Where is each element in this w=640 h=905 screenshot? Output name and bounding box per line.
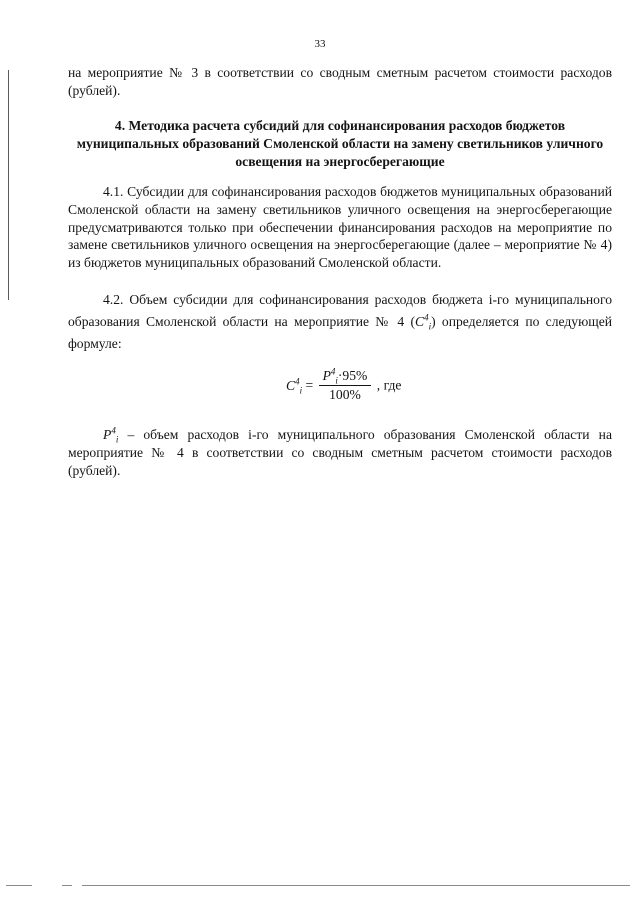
paragraph-4-2-text-end: ) определяется по следующей формуле: [68,314,612,351]
scan-edge-line [8,70,9,300]
definition-symbol: $P^4_i$ [103,425,119,445]
paragraph-4-2-text: 4.2. Объем субсидии для софинансирования расходов бюджета i-го муниципального образования Смоленской области на мероприятие № 4 ( [68,292,612,329]
scan-mark-center-left [62,885,72,886]
paragraph-4-2-symbol: $C^4_i$ [415,312,432,332]
continuation-paragraph: на мероприятие № 3 в соответствии со сводным сметным расчетом стоимости расходов (рублей). [68,65,612,98]
formula-suffix: , где [376,377,402,393]
paragraph-4-1: 4.1. Субсидии для софинансирования расходов бюджетов муниципальных образований Смоленской области на замену светильников уличного освещения на энергосберегающие предусматриваются только при обеспечении финансирования расходов на мероприятие по замене светильников уличного освещения на энергосберегающие (далее – мероприятие № 4) из бюджетов муниципальных образований Смоленской области. [68,184,612,271]
scan-mark-bottom [82,885,630,886]
page-number: 33 [314,38,326,50]
definition-text: – объем расходов i-го муниципального образования Смоленской области на мероприятие № 4 в соответствии со сводным сметным расчетом стоимости расходов (рублей). [68,427,612,478]
formula-numerator: $P^4_i\cdot 95\%$ [319,368,372,386]
formula-lhs: $C^4_i$ [286,375,303,396]
formula [286,368,401,408]
scan-mark-left [6,885,32,886]
paragraph-4-2 [68,289,612,355]
formula-fraction [319,368,372,403]
formula-denominator: 100% [329,387,361,402]
formula-equals: = [305,377,314,393]
section-heading: 4. Методика расчета субсидий для софинансирования расходов бюджетов муниципальных образований Смоленской области на замену светильников уличного освещения на энергосберегающие [76,118,604,169]
definition-paragraph [68,426,612,479]
